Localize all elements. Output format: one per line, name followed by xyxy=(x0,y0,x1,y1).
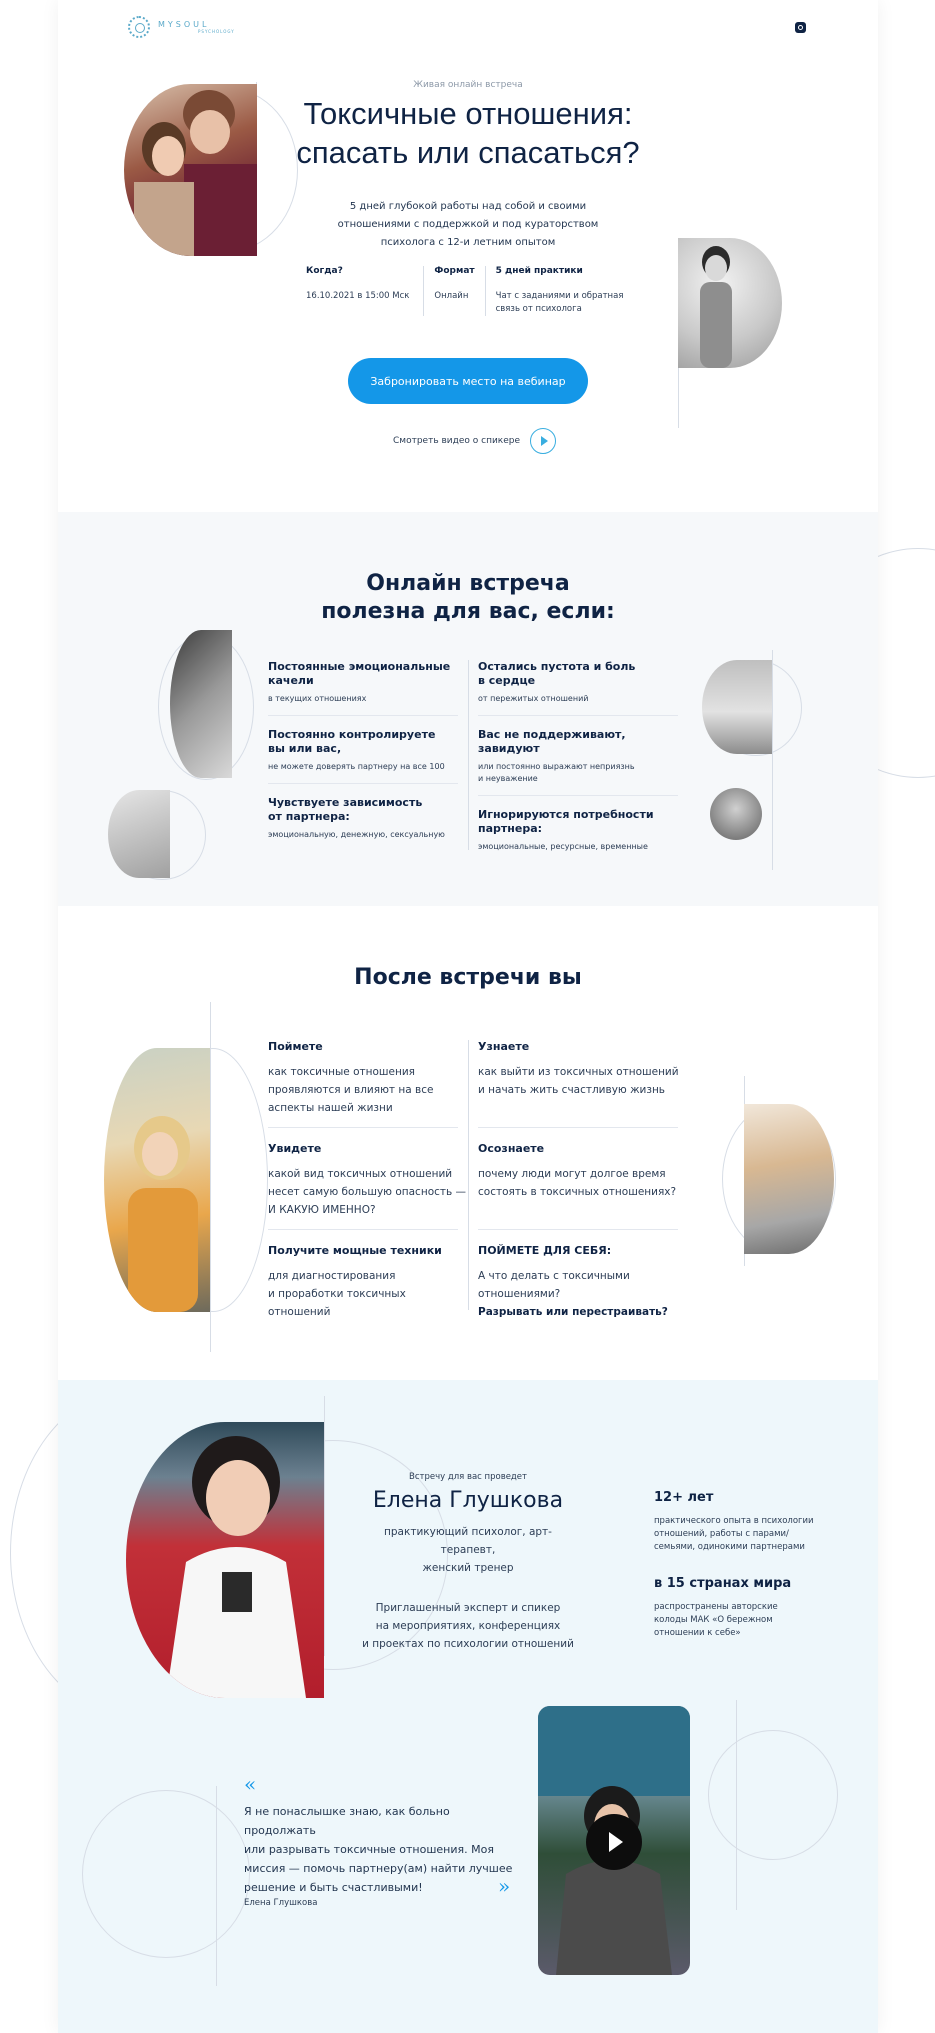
fact-value: 16.10.2021 в 15:00 Мск xyxy=(306,291,410,301)
speaker-eyebrow: Встречу для вас проведет xyxy=(408,1472,527,1482)
useful-item-title: Постоянно контролируете xyxy=(268,728,436,741)
stat-countries xyxy=(654,1576,824,1640)
useful-item xyxy=(478,660,688,705)
useful-item-title: качели xyxy=(268,674,314,687)
blonde-woman-illustration xyxy=(104,1048,210,1312)
after-item xyxy=(268,1142,468,1219)
after-text-line: А что делать с токсичными xyxy=(478,1270,630,1282)
after-item-text xyxy=(478,1063,688,1099)
fact-practice xyxy=(485,266,634,316)
play-icon[interactable] xyxy=(530,428,556,454)
after-item-title: Осознаете xyxy=(478,1142,545,1155)
stat-experience xyxy=(654,1490,824,1554)
fact-format xyxy=(423,266,484,316)
useful-left-column xyxy=(268,660,468,841)
after-item-title: Узнаете xyxy=(478,1040,530,1053)
lonely-field-photo xyxy=(702,660,772,754)
after-text-line: И КАКУЮ ИМЕННО? xyxy=(268,1204,376,1216)
useful-item-sub: в текущих отношениях xyxy=(268,694,367,703)
stat-text-line: распространены авторские xyxy=(654,1602,778,1612)
speaker-video-label: Смотреть видео о спикере xyxy=(393,436,521,446)
after-item-text xyxy=(268,1267,468,1321)
fact-label: Когда? xyxy=(306,266,343,276)
logo-mark-icon xyxy=(128,16,150,38)
useful-right-column xyxy=(478,660,688,853)
woman-illustration xyxy=(678,238,782,368)
speaker-quote xyxy=(244,1802,514,1897)
fact-value: Чат с заданиями и обратная xyxy=(495,291,624,301)
useful-item xyxy=(478,808,688,853)
useful-item xyxy=(268,796,468,841)
logo-text: MYSOUL xyxy=(158,19,210,29)
useful-item-sub: не можете доверять партнеру на все 100 xyxy=(268,762,445,771)
speaker-role-line: практикующий психолог, арт-терапевт, xyxy=(384,1526,552,1556)
speaker-stats xyxy=(654,1490,824,1640)
useful-item-sub: эмоциональные, ресурсные, временные xyxy=(478,842,648,851)
quote-author: Елена Глушкова xyxy=(244,1898,318,1908)
hero-desc-line: психолога с 12-и летним опытом xyxy=(380,237,556,248)
after-item xyxy=(268,1040,468,1117)
stat-text-line: практического опыта в психологии xyxy=(654,1516,814,1526)
speaker-bio-line: на мероприятиях, конференциях xyxy=(375,1620,561,1632)
hero-eyebrow: Живая онлайн встреча xyxy=(413,80,523,90)
after-text-line: и начать жить счастливую жизнь xyxy=(478,1084,666,1096)
after-text-line: как выйти из токсичных отношений xyxy=(478,1066,679,1078)
after-text-line: аспекты нашей жизни xyxy=(268,1102,393,1114)
useful-item-sub: эмоциональную, денежную, сексуальную xyxy=(268,830,445,839)
after-item-text xyxy=(268,1063,468,1117)
speaker-role-line: женский тренер xyxy=(422,1562,514,1574)
smiling-woman-photo xyxy=(104,1048,210,1312)
divider xyxy=(268,1127,458,1128)
divider xyxy=(478,1229,678,1230)
useful-item xyxy=(268,728,468,773)
after-left-column xyxy=(268,1040,468,1321)
after-text-line: несет самую большую опасность — xyxy=(268,1186,467,1198)
sad-person-photo xyxy=(108,790,170,878)
fact-label: 5 дней практики xyxy=(495,266,583,276)
after-title: После встречи вы xyxy=(354,965,582,990)
useful-item-title: Постоянные эмоциональные xyxy=(268,660,451,673)
after-text-line: Разрывать или перестраивать? xyxy=(478,1306,668,1318)
useful-item-title: Чувствуете зависимость xyxy=(268,796,423,809)
after-item-title: Получите мощные техники xyxy=(268,1244,442,1257)
after-item-title: Поймете xyxy=(268,1040,323,1053)
after-item-text xyxy=(268,1165,468,1219)
after-text-line: отношений xyxy=(268,1306,331,1318)
event-facts xyxy=(306,266,633,316)
hero-desc-line: отношениями с поддержкой и под кураторством xyxy=(337,219,599,230)
useful-item-title: Вас не поддерживают, завидуют xyxy=(478,728,626,755)
quote-line: Я не понаслышке знаю, как больно продолжать xyxy=(244,1805,450,1837)
after-text-line: почему люди могут долгое время xyxy=(478,1168,666,1180)
stat-text-line: колоды МАК «О бережном xyxy=(654,1615,773,1625)
useful-item xyxy=(268,660,468,705)
quote-line: миссия — помочь партнеру(ам) найти лучшее xyxy=(244,1862,513,1875)
quote-divider xyxy=(216,1786,217,1986)
speaker-video-card[interactable] xyxy=(538,1706,690,1975)
hero-desc-line: 5 дней глубокой работы над собой и своими xyxy=(349,201,587,212)
hero-title xyxy=(58,94,878,172)
after-item-title: ПОЙМЕТЕ ДЛЯ СЕБЯ: xyxy=(478,1244,612,1257)
quote-ring xyxy=(82,1790,250,1958)
logo-subtext: PSYCHOLOGY xyxy=(198,28,235,34)
after-text-line: отношениями? xyxy=(478,1288,561,1300)
useful-item-title: партнера: xyxy=(478,822,543,835)
after-item xyxy=(478,1040,688,1099)
speaker-illustration xyxy=(126,1422,324,1698)
useful-item-title: вы или вас, xyxy=(268,742,342,755)
speaker-bio xyxy=(358,1599,578,1653)
happy-couple-photo xyxy=(744,1104,834,1254)
useful-item-title: Остались пустота и боль xyxy=(478,660,636,673)
after-item xyxy=(268,1244,468,1321)
speaker-video-link[interactable] xyxy=(393,428,556,454)
instagram-icon[interactable] xyxy=(795,22,806,33)
divider xyxy=(478,1127,678,1128)
useful-divider-center xyxy=(468,660,469,850)
hero-title-line: Токсичные отношения: xyxy=(303,96,633,131)
stat-text-line: семьями, одинокими партнерами xyxy=(654,1542,805,1552)
stat-text-line: отношении к себе» xyxy=(654,1628,741,1638)
hero-title-line: спасать или спасаться? xyxy=(296,135,640,170)
useful-title-line: Онлайн встреча xyxy=(366,571,570,596)
useful-item-sub: или постоянно выражают неприязнь xyxy=(478,762,635,771)
quote-open-mark: « xyxy=(244,1772,257,1796)
after-text-line: проявляются и влияют на все xyxy=(268,1084,434,1096)
divider xyxy=(268,783,458,784)
quote-close-mark: » xyxy=(498,1874,511,1898)
book-webinar-button[interactable]: Забронировать место на вебинар xyxy=(348,358,588,404)
speaker-bio-line: Приглашенный эксперт и спикер xyxy=(375,1602,561,1614)
divider xyxy=(268,715,458,716)
after-divider-center xyxy=(468,1040,469,1310)
after-item xyxy=(478,1142,688,1201)
fact-when xyxy=(306,266,423,316)
speaker-info xyxy=(358,1472,578,1653)
useful-item xyxy=(478,728,688,785)
quote-line: или разрывать токсичные отношения. Моя xyxy=(244,1843,494,1856)
speaker-photo xyxy=(126,1422,324,1698)
after-item xyxy=(478,1244,688,1321)
divider xyxy=(478,715,678,716)
divider xyxy=(268,1229,458,1230)
woman-portrait-photo xyxy=(710,788,762,840)
fact-value: Онлайн xyxy=(434,291,469,301)
after-item-text xyxy=(478,1267,688,1321)
useful-item-sub: и неуважение xyxy=(478,774,538,783)
after-item-text xyxy=(478,1165,688,1201)
speaker-role xyxy=(358,1523,578,1577)
useful-title xyxy=(58,570,878,626)
video-ring xyxy=(708,1730,838,1860)
speaker-name: Елена Глушкова xyxy=(372,1488,564,1513)
play-icon[interactable] xyxy=(586,1814,642,1870)
useful-item-title: в сердце xyxy=(478,674,536,687)
stat-text-line: отношений, работы с парами/ xyxy=(654,1529,789,1539)
after-right-column xyxy=(478,1040,688,1321)
speaker-bio-line: и проектах по психологии отношений xyxy=(362,1638,574,1650)
useful-item-title: Игнорируются потребности xyxy=(478,808,654,821)
stat-text xyxy=(654,1515,824,1554)
useful-item-title: от партнера: xyxy=(268,810,350,823)
landing-page xyxy=(58,0,878,2033)
fact-label: Формат xyxy=(434,266,475,276)
after-text-line: какой вид токсичных отношений xyxy=(268,1168,453,1180)
after-text-line: и проработки токсичных xyxy=(268,1288,406,1300)
after-text-line: состоять в токсичных отношениях? xyxy=(478,1186,677,1198)
useful-item-sub: от пережитых отношений xyxy=(478,694,589,703)
stat-text xyxy=(654,1601,824,1640)
fact-value: связь от психолога xyxy=(495,304,582,314)
hands-photo xyxy=(170,630,232,778)
brand-logo[interactable] xyxy=(128,16,235,38)
divider xyxy=(478,795,678,796)
stat-value: в 15 странах мира xyxy=(654,1576,792,1591)
stat-value: 12+ лет xyxy=(654,1490,714,1505)
after-text-line: для диагностирования xyxy=(268,1270,396,1282)
useful-title-line: полезна для вас, если: xyxy=(321,599,615,624)
quote-line: решение и быть счастливыми! xyxy=(244,1881,423,1894)
after-text-line: как токсичные отношения xyxy=(268,1066,415,1078)
hero-woman-photo xyxy=(678,238,782,368)
after-item-title: Увидете xyxy=(268,1142,322,1155)
hero-description xyxy=(58,198,878,252)
